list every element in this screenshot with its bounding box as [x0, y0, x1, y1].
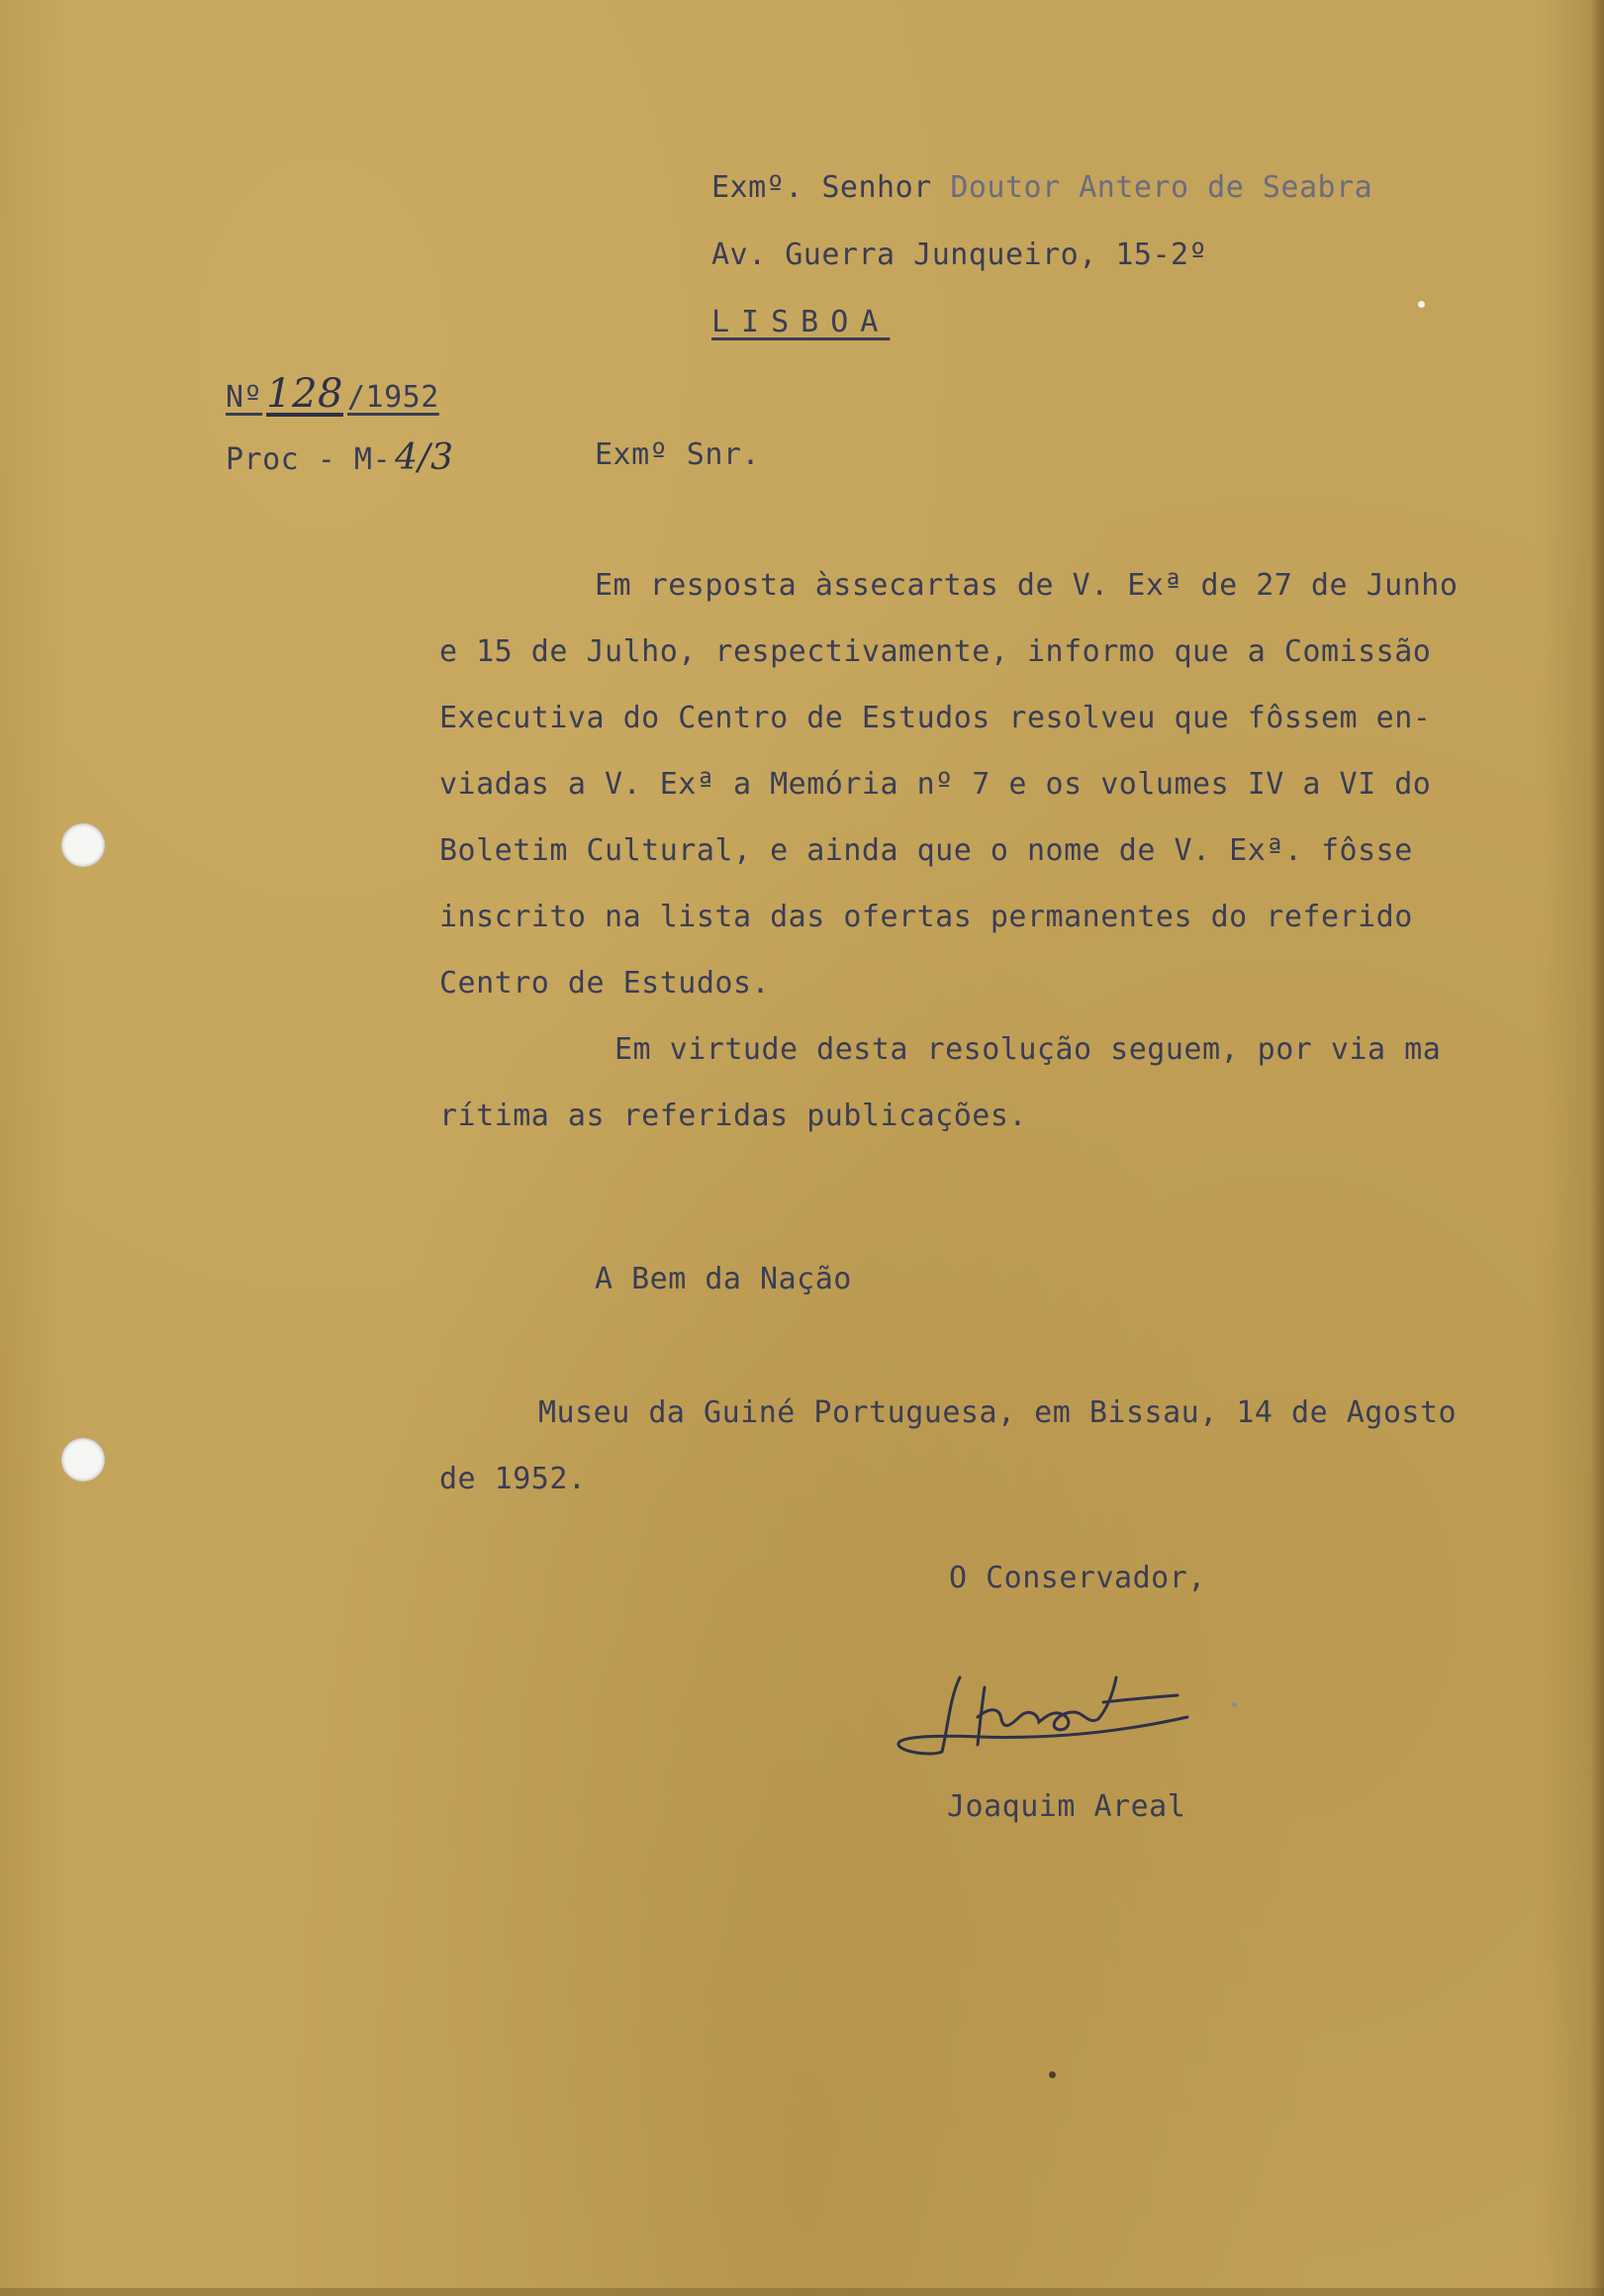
paper-speck — [1418, 301, 1425, 308]
recipient-street: Av. Guerra Junqueiro, 15-2º — [711, 238, 1208, 272]
closing-formula: A Bem da Nação — [595, 1262, 852, 1296]
body-line: viadas a V. Exª a Memória nº 7 e os volumes IV a VI do — [439, 767, 1432, 802]
process-reference — [226, 437, 454, 478]
paper-speck — [1049, 2071, 1056, 2078]
place-date-line: de 1952. — [439, 1462, 587, 1496]
process-handwritten: 4/3 — [395, 437, 454, 478]
signatory-name: Joaquim Areal — [947, 1789, 1186, 1824]
body-line: Em virtude desta resolução seguem, por via ma — [614, 1032, 1442, 1067]
recipient-name-line — [711, 170, 1372, 205]
recipient-city: LISBOA — [711, 305, 891, 339]
signatory-title: O Conservador, — [949, 1561, 1206, 1595]
reference-number — [226, 371, 439, 417]
body-line: Centro de Estudos. — [439, 966, 771, 1001]
paper-edge-right — [1590, 0, 1604, 2296]
punch-hole-lower — [61, 1438, 105, 1482]
body-line: Executiva do Centro de Estudos resolveu que fôssem en- — [439, 701, 1432, 735]
body-line: Em resposta àssecartas de V. Exª de 27 de Junho — [595, 568, 1459, 603]
place-date-line: Museu da Guiné Portuguesa, em Bissau, 14 de Agosto — [538, 1395, 1458, 1430]
reference-number-label: Nº — [226, 380, 263, 415]
body-line: inscrito na lista das ofertas permanentes do referido — [439, 900, 1413, 934]
body-line: rítima as referidas publicações. — [439, 1099, 1027, 1133]
punch-hole-upper — [61, 823, 105, 867]
reference-number-handwritten: 128 — [266, 371, 343, 417]
reference-year: /1952 — [346, 380, 439, 415]
salutation: Exmº Snr. — [595, 437, 761, 472]
recipient-name: Doutor Antero de Seabra — [950, 170, 1373, 205]
paper-edge-bottom — [0, 2288, 1604, 2296]
process-label: Proc - M- — [226, 442, 392, 477]
paper-speck — [1232, 1702, 1237, 1707]
body-line: e 15 de Julho, respectivamente, informo que a Comissão — [439, 634, 1432, 669]
recipient-honorific: Exmº. Senhor — [711, 170, 951, 205]
body-line: Boletim Cultural, e ainda que o nome de V. Exª. fôsse — [439, 833, 1413, 868]
handwritten-signature — [891, 1658, 1207, 1776]
